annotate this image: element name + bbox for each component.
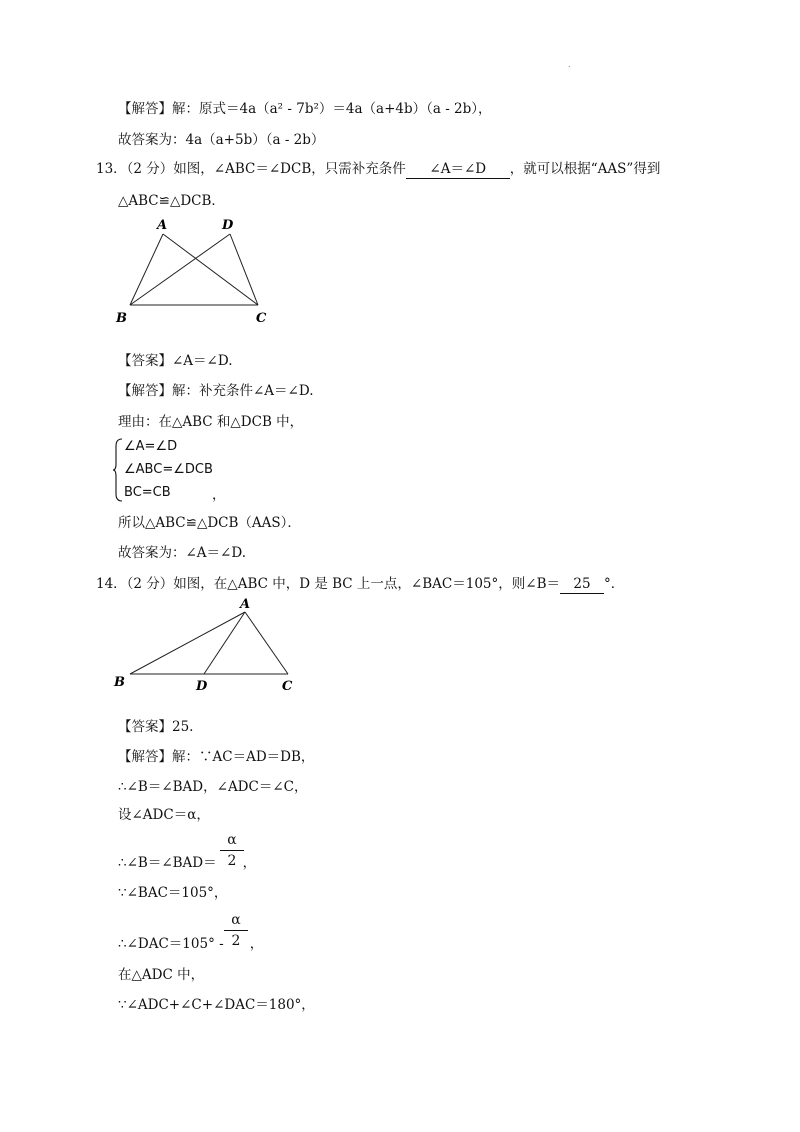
- q13-solution: 【解答】解：补充条件∠A＝∠D.: [118, 383, 314, 399]
- q13-system-brace: [112, 438, 124, 502]
- q13-system-row-2: ∠ABC=∠DCB: [124, 462, 213, 477]
- q13-stem-prefix: 13．（2 分）如图，∠ABC＝∠DCB，只需补充条件: [96, 161, 406, 177]
- q14-fraction-1-den: 2: [227, 853, 237, 869]
- q13-reason: 理由：在△ABC 和△DCB 中，: [118, 414, 304, 430]
- page-mark: .: [568, 60, 571, 69]
- q14-stem-suffix: °．: [604, 576, 625, 592]
- q13-label-c: C: [256, 311, 267, 326]
- q14-fraction-2-den: 2: [231, 933, 241, 949]
- q14-fraction-1: [220, 832, 244, 869]
- q13-blank: ∠A＝∠D: [406, 160, 510, 179]
- q13-stem: [96, 160, 660, 179]
- q14-sol-6-prefix: ∴∠DAC＝105° -: [118, 936, 224, 952]
- q13-label-a: A: [157, 218, 168, 233]
- q14-sol-4-prefix: ∴∠B＝∠BAD＝: [118, 855, 217, 871]
- q13-system-row-1: ∠A=∠D: [124, 439, 178, 454]
- q13-final: 故答案为：∠A＝∠D.: [118, 545, 247, 561]
- q14-fraction-2-num: α: [231, 912, 241, 928]
- q14-sol-2: ∴∠B＝∠BAD，∠ADC＝∠C，: [118, 779, 308, 795]
- q14-label-a: A: [240, 597, 251, 612]
- q12-answer: 故答案为：4a（a+5b）（a - 2b）: [118, 132, 325, 148]
- q12-solution: 【解答】解：原式＝4a（a² - 7b²）＝4a（a+4b）（a - 2b），: [118, 101, 492, 117]
- q14-sol-4-suffix: ，: [242, 855, 257, 871]
- q14-label-d: D: [196, 679, 208, 694]
- q14-sol-1: 【解答】解：∵AC＝AD＝DB，: [118, 749, 315, 765]
- q13-stem-suffix: ，就可以根据“AAS”得到: [509, 161, 661, 177]
- q13-label-b: B: [116, 311, 127, 326]
- q13-label-d: D: [222, 218, 234, 233]
- q14-sol-6-suffix: ，: [249, 936, 264, 952]
- q13-stem-line2: △ABC≌△DCB．: [118, 193, 225, 209]
- q13-figure: [110, 212, 280, 328]
- q14-stem-prefix: 14．（2 分）如图，在△ABC 中，D 是 BC 上一点，∠BAC＝105°，则∠B＝: [96, 576, 560, 592]
- q14-label-c: C: [282, 679, 293, 694]
- q13-system-row-3: BC=CB: [124, 485, 171, 500]
- q13-conclusion: 所以△ABC≌△DCB（AAS）．: [118, 515, 301, 531]
- q13-answer: 【答案】∠A＝∠D.: [118, 353, 233, 369]
- q14-sol-5: ∵∠BAC＝105°，: [118, 885, 228, 901]
- q14-fraction-1-num: α: [227, 832, 237, 848]
- q14-stem: [96, 575, 624, 594]
- q14-sol-3: 设∠ADC＝α，: [118, 807, 210, 823]
- q13-system-tail: ，: [212, 487, 226, 503]
- q14-label-b: B: [114, 675, 125, 690]
- q14-blank: 25: [560, 575, 604, 594]
- q14-fraction-2: [224, 912, 248, 949]
- q14-sol-8: ∵∠ADC+∠C+∠DAC＝180°，: [118, 997, 315, 1013]
- q14-sol-7: 在△ADC 中，: [118, 967, 205, 983]
- q14-figure: [108, 596, 308, 694]
- q14-answer: 【答案】25.: [118, 719, 194, 735]
